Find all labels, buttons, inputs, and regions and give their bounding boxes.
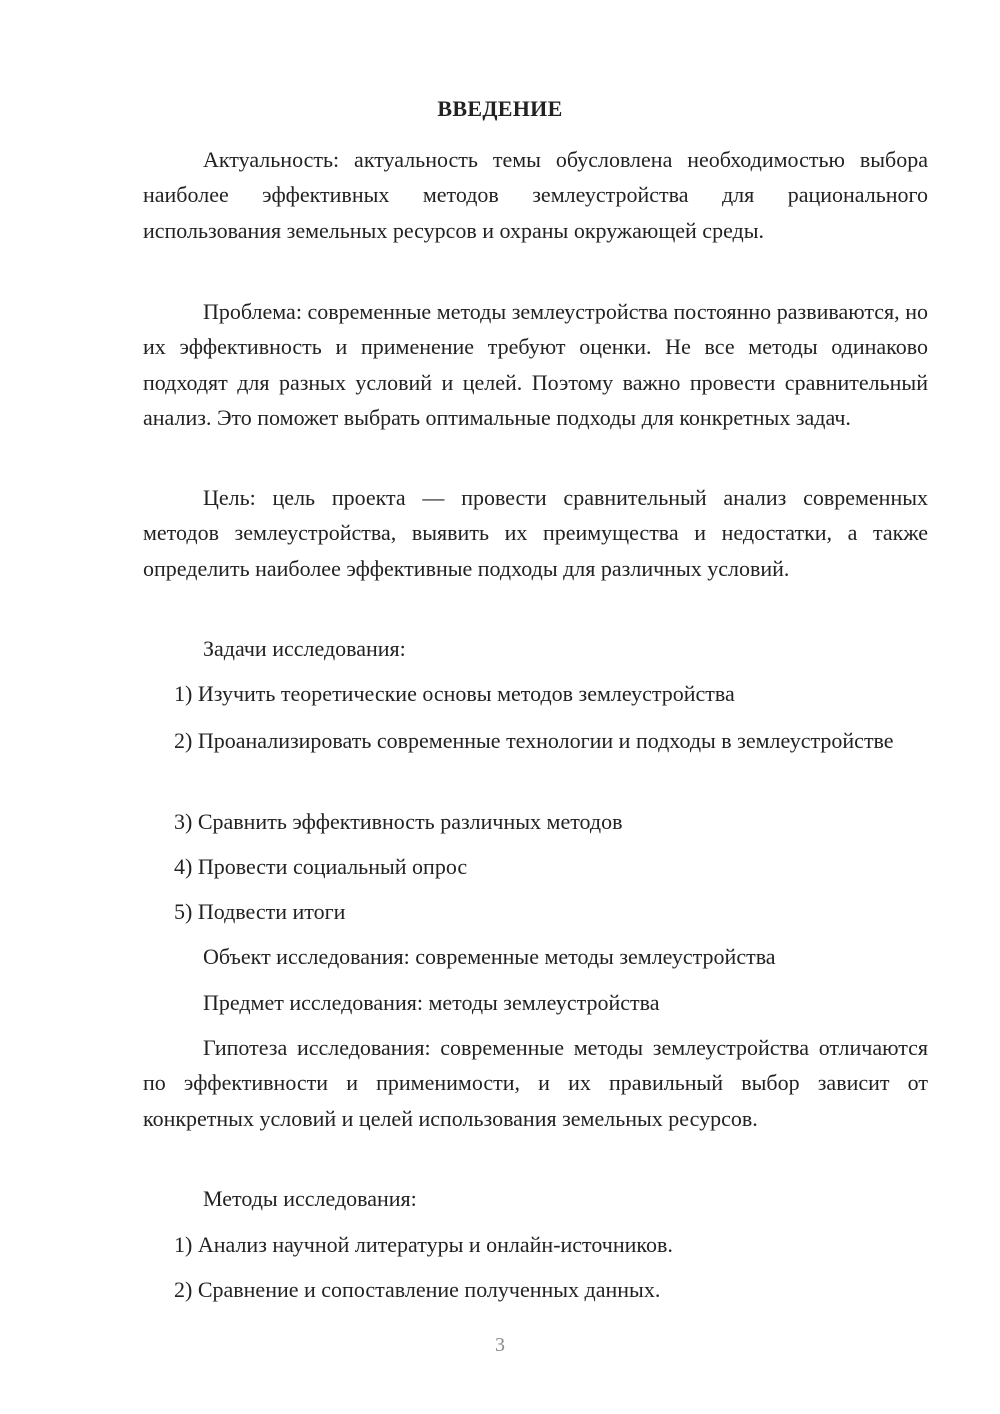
method-item-2: 2) Сравнение и сопоставление полученных данных. <box>174 1277 661 1302</box>
page-number: 3 <box>495 1334 505 1356</box>
task-item-3: 3) Сравнить эффективность различных методов <box>174 809 623 834</box>
tasks-heading: Задачи исследования: <box>203 636 406 661</box>
task-item-2: 2) Проанализировать современные технологии и подходы в землеустройстве <box>174 728 894 753</box>
goal-paragraph: Цель: цель проекта — провести сравнительный анализ современных методов землеустройства, выявить их преимущества и недостатки, а также определить наиболее эффективные подходы для различных условий. <box>143 485 928 581</box>
object-paragraph: Объект исследования: современные методы землеустройства <box>203 944 776 969</box>
task-item-1: 1) Изучить теоретические основы методов землеустройства <box>174 681 735 706</box>
relevance-paragraph: Актуальность: актуальность темы обусловлена необходимостью выбора наиболее эффективных методов землеустройства для рационального использования земельных ресурсов и охраны окружающей среды. <box>143 147 928 243</box>
methods-heading: Методы исследования: <box>203 1186 417 1211</box>
problem-paragraph: Проблема: современные методы землеустройства постоянно развиваются, но их эффективность и применение требуют оценки. Не все методы одинаково подходят для разных условий и целей. Поэтому важно провести сравнительный анализ. Это поможет выбрать оптимальные подходы для конкретных задач. <box>143 299 928 430</box>
section-heading: ВВЕДЕНИЕ <box>437 96 563 121</box>
method-item-1: 1) Анализ научной литературы и онлайн-источников. <box>174 1232 673 1257</box>
subject-paragraph: Предмет исследования: методы землеустройства <box>203 990 660 1015</box>
task-item-5: 5) Подвести итоги <box>174 899 346 924</box>
task-item-4: 4) Провести социальный опрос <box>174 854 468 879</box>
hypothesis-paragraph: Гипотеза исследования: современные методы землеустройства отличаются по эффективности и применимости, и их правильный выбор зависит от конкретных условий и целей использования земельных ресурсов. <box>143 1035 928 1131</box>
